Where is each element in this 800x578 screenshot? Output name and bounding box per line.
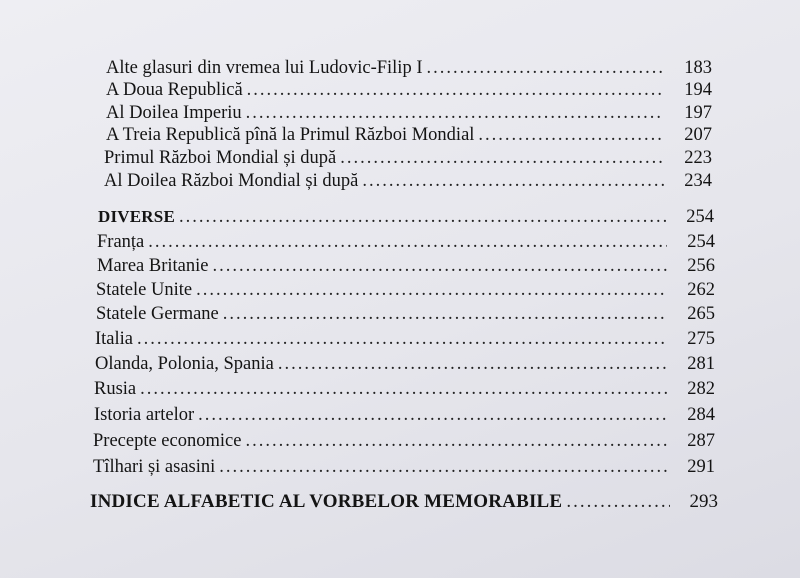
toc-entry [95,354,715,374]
toc-entry [96,280,715,300]
leader-dots [198,405,667,425]
leader-dots [140,379,667,399]
toc-entry [94,405,715,425]
leader-dots [278,354,667,374]
toc-entry-page: 281 [687,354,715,374]
leader-dots [212,256,667,276]
leader-dots [247,80,664,100]
toc-entry [106,80,712,100]
toc-entry-page: 284 [687,405,715,425]
toc-entry-page: 223 [684,148,712,168]
leader-dots [566,492,670,512]
toc-entry [106,125,712,145]
toc-entry-title: Rusia [94,379,137,399]
leader-dots [223,304,667,324]
toc-entry-title: Olanda, Polonia, Spania [95,354,274,374]
toc-entry [97,232,715,252]
toc-entry-title: Istoria artelor [94,405,195,425]
leader-dots [137,329,667,349]
toc-index-title: INDICE ALFABETIC AL VORBELOR MEMORABILE [90,491,563,512]
toc-section-title: DIVERSE [98,207,175,226]
toc-entry-title: Al Doilea Război Mondial și după [104,171,359,191]
toc-entry-page: 262 [687,280,715,300]
toc-entry [104,171,712,191]
leader-dots [362,171,664,191]
toc-entry-title: Alte glasuri din vremea lui Ludovic-Filip I [106,58,423,78]
leader-dots [246,103,664,123]
leader-dots [245,431,667,451]
toc-entry-page: 254 [687,232,715,252]
leader-dots [148,232,667,252]
toc-entry [106,58,712,78]
toc-entry-title: Statele Germane [96,304,219,324]
toc-entry-title: A Treia Republică pînă la Primul Război Mondial [106,125,475,145]
toc-entry-page: 207 [684,125,712,145]
toc-entry [106,103,712,123]
toc-index-heading [90,492,718,512]
leader-dots [340,148,664,168]
toc-entry-title: Statele Unite [96,280,193,300]
toc-index-page: 293 [689,491,718,512]
toc-entry-page: 275 [687,329,715,349]
toc-entry-page: 183 [684,58,712,78]
toc-entry-title: Primul Război Mondial și după [104,148,337,168]
toc-entry-page: 234 [684,171,712,191]
toc-entry-title: Franța [97,232,145,252]
toc-section-heading [98,207,714,227]
toc-entry-page: 197 [684,103,712,123]
toc-entry-title: Italia [95,329,134,349]
toc-entry [97,256,715,276]
leader-dots [219,457,667,477]
toc-entry-title: Precepte economice [93,431,242,451]
toc-entry [96,304,715,324]
toc-entry-page: 287 [687,431,715,451]
toc-entry-page: 291 [687,457,715,477]
toc-entry [93,457,715,477]
toc-entry-title: Marea Britanie [97,256,209,276]
leader-dots [427,58,665,78]
toc-entry-page: 265 [687,304,715,324]
toc-entry-page: 194 [684,80,712,100]
toc-entry-page: 282 [687,379,715,399]
toc-entry-page: 256 [687,256,715,276]
leader-dots [196,280,667,300]
toc-entry-title: Al Doilea Imperiu [106,103,242,123]
toc-entry [95,329,715,349]
toc-entry [93,431,715,451]
leader-dots [179,207,666,227]
toc-section-page: 254 [686,207,714,227]
toc-entry-title: Tîlhari și asasini [93,457,216,477]
toc-entry [94,379,715,399]
toc-entry [104,148,712,168]
toc-entry-title: A Doua Republică [106,80,243,100]
leader-dots [478,125,664,145]
